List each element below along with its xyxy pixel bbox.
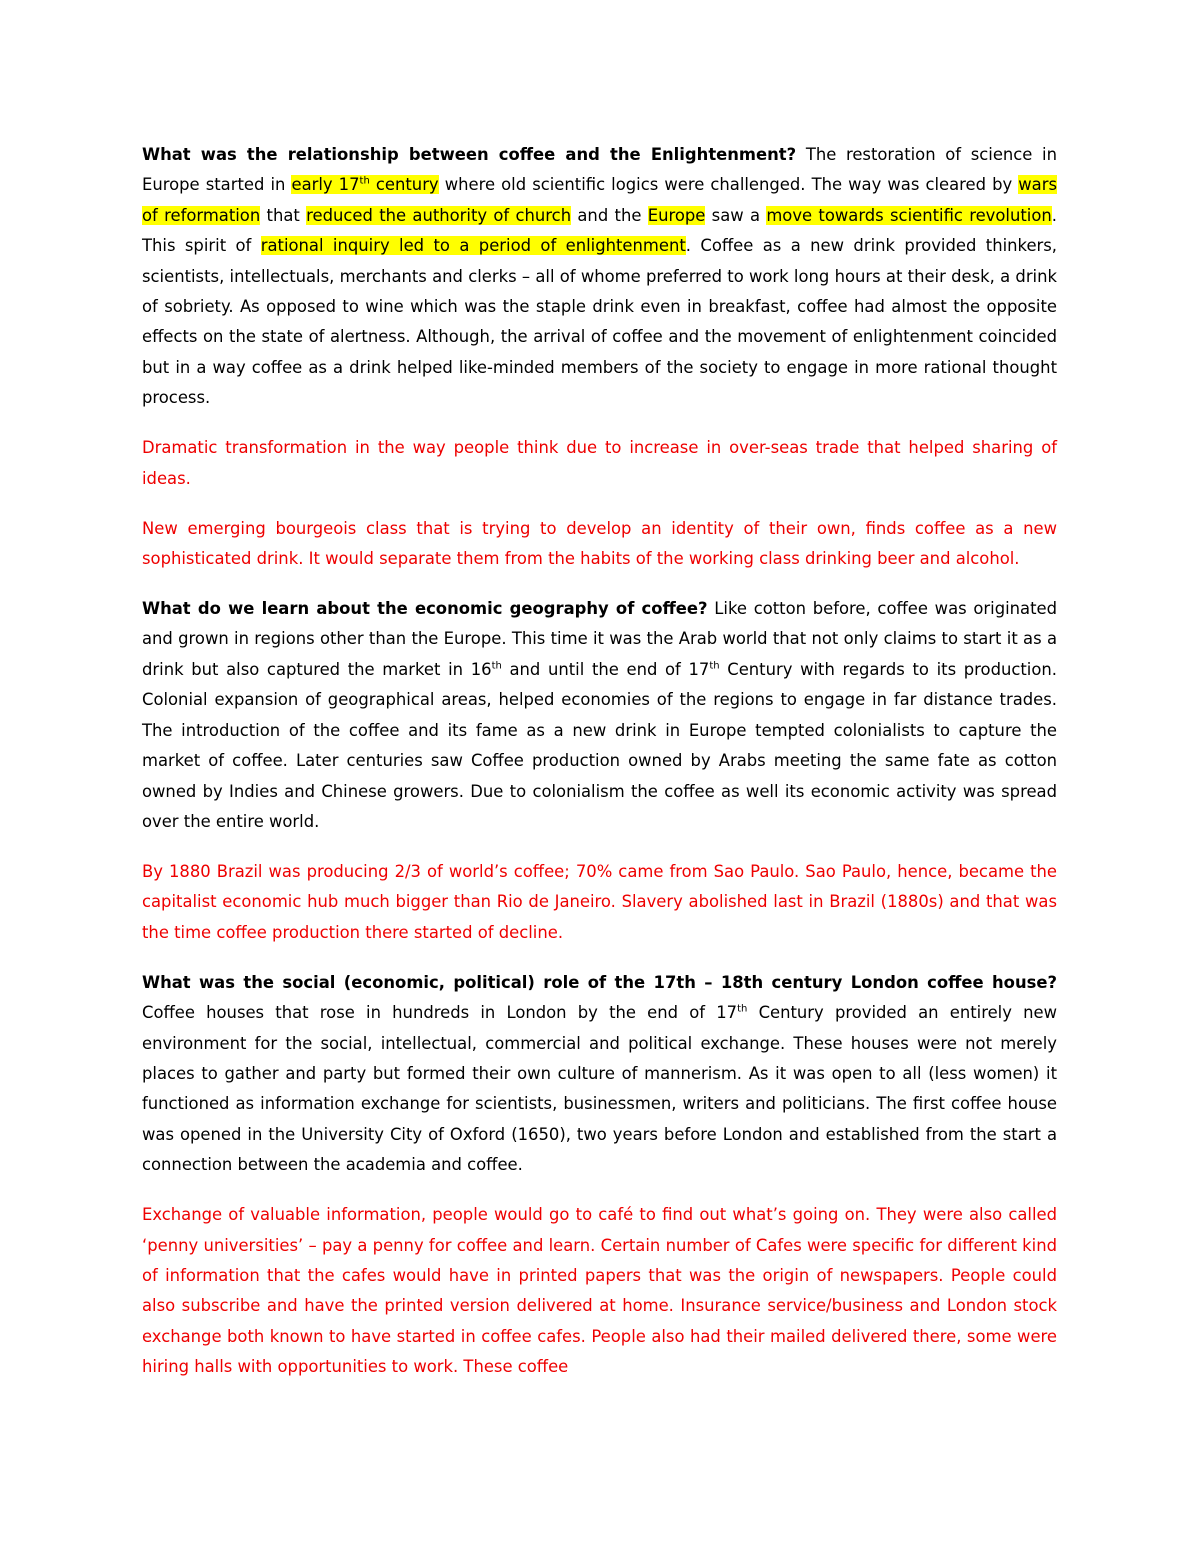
note-transformation: Dramatic transformation in the way people think due to increase in over-seas trade that helped sharing of ideas.: [142, 438, 1057, 488]
paragraph-coffee-house: [142, 968, 1057, 1181]
note-bourgeois: New emerging bourgeois class that is trying to develop an identity of their own, finds coffee as a new sophisticated drink. It would separate them from the habits of the working class drinking beer and alcohol.: [142, 518, 1057, 569]
text-run: where old scientific logics were challenged. The way was cleared by: [438, 175, 1019, 195]
superscript: th: [359, 175, 370, 187]
question-heading: What do we learn about the economic geography of coffee?: [142, 599, 708, 619]
text-run: Coffee houses that rose in hundreds in London by the end of 17: [142, 1003, 738, 1023]
text-run: and the: [571, 205, 648, 225]
superscript: th: [737, 1003, 748, 1015]
text-run: that: [260, 205, 307, 225]
note-information-exchange: Exchange of valuable information, people would go to café to find out what’s going on. They were also called ‘penny universities’ – pay a penny for coffee and learn. Certain number of Cafes were specific for different kind of information that the cafes would have in printed papers that was the origin of newspapers. People could also subscribe and have the printed version delivered at home. Insurance service/business and London stock exchange both known to have started in coffee cafes. People also had their mailed delivered there, some were hiring halls with opportunities to work. These coffee: [142, 1205, 1057, 1377]
highlight-inquiry: rational inquiry led to a period of enlightenment: [260, 236, 686, 256]
text-run: . Coffee as a new drink provided thinkers, scientists, intellectuals, merchants and clerks – all of whome preferred to work long hours at their desk, a drink of sobriety. As opposed to wine which was the staple drink even in breakfast, coffee had almost the opposite effects on the state of alertness. Although, the arrival of coffee and the movement of enlightenment coincided but in a way coffee as a drink helped like-minded members of the society to engage in more rational thought process.: [142, 236, 1058, 408]
question-heading: What was the relationship between coffee and the Enlightenment?: [142, 145, 797, 164]
paragraph-enlightenment: [142, 140, 1057, 414]
note-brazil: By 1880 Brazil was producing 2/3 of world’s coffee; 70% came from Sao Paulo. Sao Paulo, hence, became the capitalist economic hub much bigger than Rio de Janeiro. Slavery abolished last in Brazil (1880s) and that was the time coffee production there started of decline.: [142, 861, 1057, 942]
highlight-wars: wars of reformation: [142, 175, 1057, 225]
highlight-revolution: move towards scientific revolution: [766, 205, 1052, 225]
text-run: . This spirit of: [142, 205, 1057, 256]
highlight-church: reduced the authority of church: [306, 205, 572, 225]
text-run: Century with regards to its production. Colonial expansion of geographical areas, helped economies of the regions to engage in far distance trades. The introduction of the coffee and its fame as a new drink in Europe tempted colonialists to capture the market of coffee. Later centuries saw Coffee production owned by Arabs meeting the same fate as cotton owned by Indies and Chinese growers. Due to colonialism the coffee as well its economic activity was spread over the entire world.: [142, 659, 1057, 831]
paragraph-economic-geography: [142, 594, 1057, 837]
superscript: th: [491, 660, 502, 672]
text-run: early 17: [291, 175, 360, 195]
text-run: The restoration of science in Europe started in: [142, 145, 1057, 195]
question-heading: What was the social (economic, political) role of the 17th – 18th century London coffee house?: [142, 972, 1057, 992]
superscript: th: [709, 660, 720, 672]
text-run: Like cotton before, coffee was originated and grown in regions other than the Europe. This time it was the Arab world that not only claims to start it as a drink but also captured the market in 16: [142, 599, 1058, 679]
text-run: Century provided an entirely new environment for the social, intellectual, commercial and political exchange. These houses were not merely places to gather and party but formed their own culture of mannerism. As it was open to all (less women) it functioned as information exchange for scientists, businessmen, writers and politicians. The first coffee house was opened in the University City of Oxford (1650), two years before London and established from the start a connection between the academia and coffee.: [142, 1003, 1057, 1175]
highlight-europe: Europe: [647, 205, 706, 225]
text-run: century: [369, 175, 439, 195]
highlight-early-century: [291, 175, 438, 194]
text-run: and until the end of 17: [501, 659, 710, 679]
text-run: saw a: [705, 205, 767, 225]
